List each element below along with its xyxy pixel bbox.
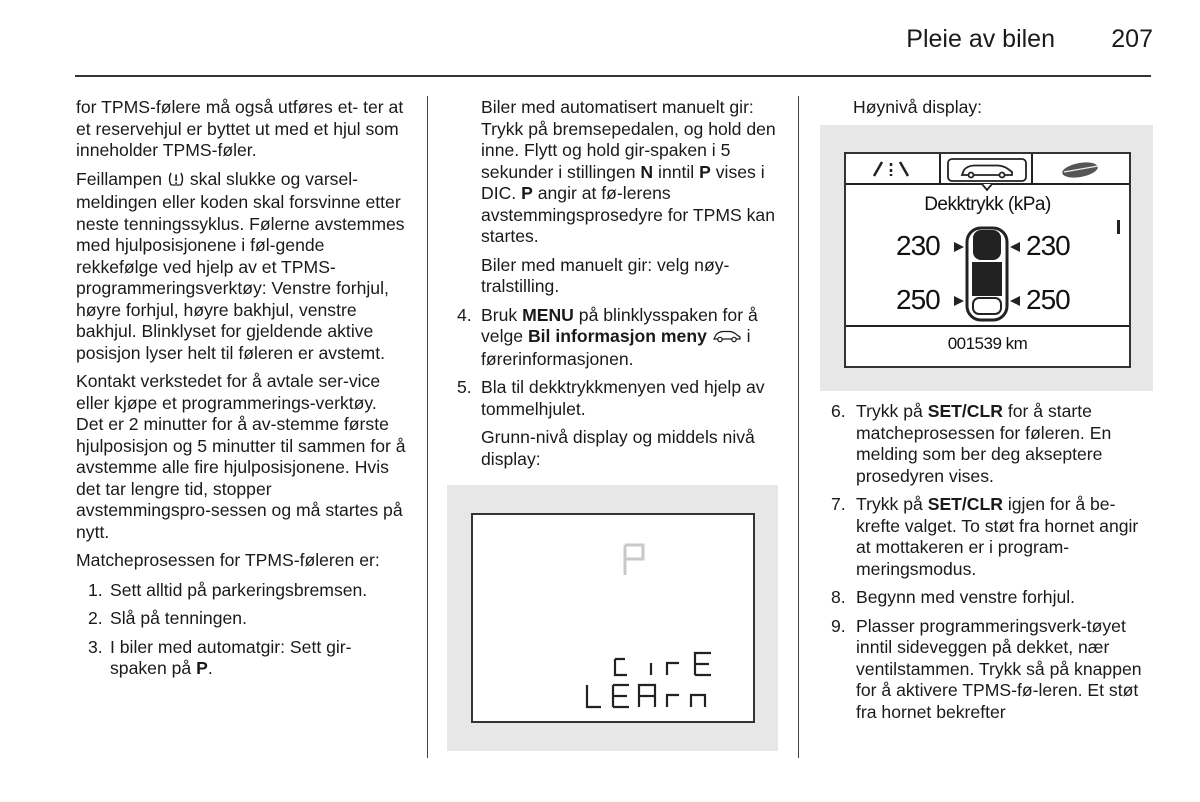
eco-leaf-icon: [1061, 160, 1099, 180]
road-icon: [874, 162, 908, 176]
column-divider-2: [798, 96, 799, 758]
warning-lamp-text: skal slukke og varsel-meldingen eller koden skal forsvinne etter neste tenningssyklus. Følerne avstemmes med hjulposisjonene i føl-gende rekkefølge ved hjelp av et TPMS-programmeringsverktøy: Venstre forhjul, høyre forhjul, høyre bakhjul, venstre bakhjul. Blinklyset for gjeldende aktive posisjon lyser helt til føleren er avstemt.: [76, 168, 405, 363]
list-item-step-5: [457, 377, 787, 420]
step-number: 8.: [831, 587, 846, 607]
gear-n-label: N: [640, 161, 654, 182]
list-item-step-9: [831, 616, 1153, 724]
segment-text-learn: [587, 685, 705, 707]
page-number: 207: [1111, 25, 1153, 53]
step-text: Slå på tenningen.: [110, 608, 247, 628]
column-3: [831, 97, 1153, 126]
car-top-view-icon: [967, 228, 1007, 320]
gear-indicator-p: [625, 545, 643, 575]
step-text: for å starte matcheprosessen for føleren. En melding som ber deg akseptere prosedyren vises.: [856, 401, 1112, 486]
set-clr-label: SET/CLR: [927, 401, 1003, 421]
step-number: 1.: [88, 579, 103, 600]
paragraph-automated-manual: [457, 97, 787, 248]
paragraph-high-level-display: Høynivå display:: [853, 97, 983, 117]
figure-high-level-display: [820, 125, 1153, 391]
segment-text-tire: [615, 653, 711, 675]
header-divider: [75, 75, 1151, 77]
scroll-indicator: [1117, 220, 1120, 234]
paragraph-display-levels: Grunn-nivå display og middels nivå display:: [481, 427, 755, 469]
step-text: Sett alltid på parkeringsbremsen.: [110, 579, 368, 600]
gear-p-label: P: [699, 161, 711, 182]
punctuation: .: [207, 658, 213, 678]
text-segment: vises i DIC.: [481, 161, 765, 203]
list-item-step-2: [88, 608, 408, 630]
paragraph-matching-process: Matcheprosessen for TPMS-føleren er:: [76, 550, 380, 570]
paragraph-tpms-intro: for TPMS-følere må også utføres et- ter at et reservehjul er byttet ut med et hjul som inneholder TPMS-føler.: [76, 97, 404, 160]
list-item-step-4: [457, 305, 787, 371]
step-number: 6.: [831, 401, 846, 421]
paragraph-contact-workshop: Kontakt verkstedet for å avtale ser-vice eller kjøpe et programmerings-verktøy. Det er 2 minutter for å av-stemme første hjulposisjon og 5 minutter til sammen for å avstemme alle fire hjulposisjonene. Hvis det tar lengre tid, stopper avstemmingspro-sessen og må startes på nytt.: [76, 371, 406, 542]
figure-basic-display: [447, 485, 778, 751]
lcd-high-level-display: [844, 152, 1131, 368]
text-segment: Biler med automatisert manuelt gir: Trykk på bremsepedalen, og hold den inne. Flytt og hold gir-spaken i 5 sekunder i stillingen: [481, 97, 776, 182]
gear-p-label: P: [521, 183, 533, 203]
menu-label: MENU: [522, 304, 574, 325]
warning-lamp-prefix: Feillampen: [76, 168, 163, 189]
column-divider-1: [427, 96, 428, 758]
running-header-title: Pleie av bilen: [906, 25, 1055, 53]
front-left-pressure: 230: [896, 230, 940, 261]
step-number: 3.: [88, 636, 103, 657]
step-text: i førerinformasjonen.: [481, 326, 751, 369]
step-text: Trykk på: [856, 494, 923, 514]
lcd-basic-display: [471, 513, 755, 723]
text-segment: angir at fø-lerens avstemmingsprosedyre for TPMS kan startes.: [481, 183, 775, 246]
rear-right-pressure: 250: [1026, 284, 1070, 315]
segment-display: [473, 515, 753, 721]
gear-p-label: P: [196, 658, 208, 678]
car-icon: [712, 327, 742, 349]
rear-left-pressure: 250: [896, 284, 940, 315]
step-text: I biler med automatgir: Sett gir-spaken på: [110, 636, 352, 678]
paragraph-manual-gear: Biler med manuelt gir: velg nøy-tralstilling.: [481, 254, 730, 296]
step-number: 9.: [831, 615, 846, 636]
step-text: Plasser programmeringsverk-tøyet inntil sideveggen på dekket, nær ventilstammen. Trykk så på knappen for å aktivere TPMS-fø-leren. Et støt fra hornet bekrefter: [856, 615, 1142, 722]
step-number: 5.: [457, 377, 472, 397]
display-title-tire-pressure: Dekktrykk (kPa): [924, 194, 1051, 215]
step-text: Bruk: [481, 304, 518, 325]
step-text: igjen for å be-krefte valget. To støt fra hornet angir at mottakeren er i program-meringsmodus.: [856, 494, 1139, 579]
odometer-reading: 001539 km: [947, 334, 1028, 353]
vehicle-info-menu-label: Bil informasjon meny: [527, 326, 707, 346]
front-right-pressure: 230: [1026, 230, 1070, 261]
list-item-step-8: [831, 587, 1153, 609]
list-item-step-1: [88, 580, 408, 602]
list-item-step-7: [831, 494, 1153, 580]
step-text: Begynn med venstre forhjul.: [856, 587, 1076, 607]
step-text: Bla til dekktrykkmenyen ved hjelp av tommelhjulet.: [481, 377, 765, 419]
car-tab-icon: [948, 159, 1026, 181]
paragraph-warning-lamp: [76, 169, 408, 365]
column-2: [457, 97, 787, 477]
set-clr-label: SET/CLR: [927, 494, 1003, 514]
step-text: på blinklysspaken for å velge: [481, 304, 758, 346]
step-text: Trykk på: [856, 401, 923, 421]
list-item-step-6: [831, 401, 1153, 487]
tire-pressure-warning-icon: [167, 171, 185, 193]
step-number: 4.: [457, 304, 472, 325]
step-number: 7.: [831, 494, 846, 514]
column-3-steps: [831, 401, 1153, 730]
text-segment: inntil: [658, 161, 695, 182]
list-item-step-3: [88, 637, 408, 680]
column-1: [76, 97, 408, 687]
step-number: 2.: [88, 608, 103, 628]
